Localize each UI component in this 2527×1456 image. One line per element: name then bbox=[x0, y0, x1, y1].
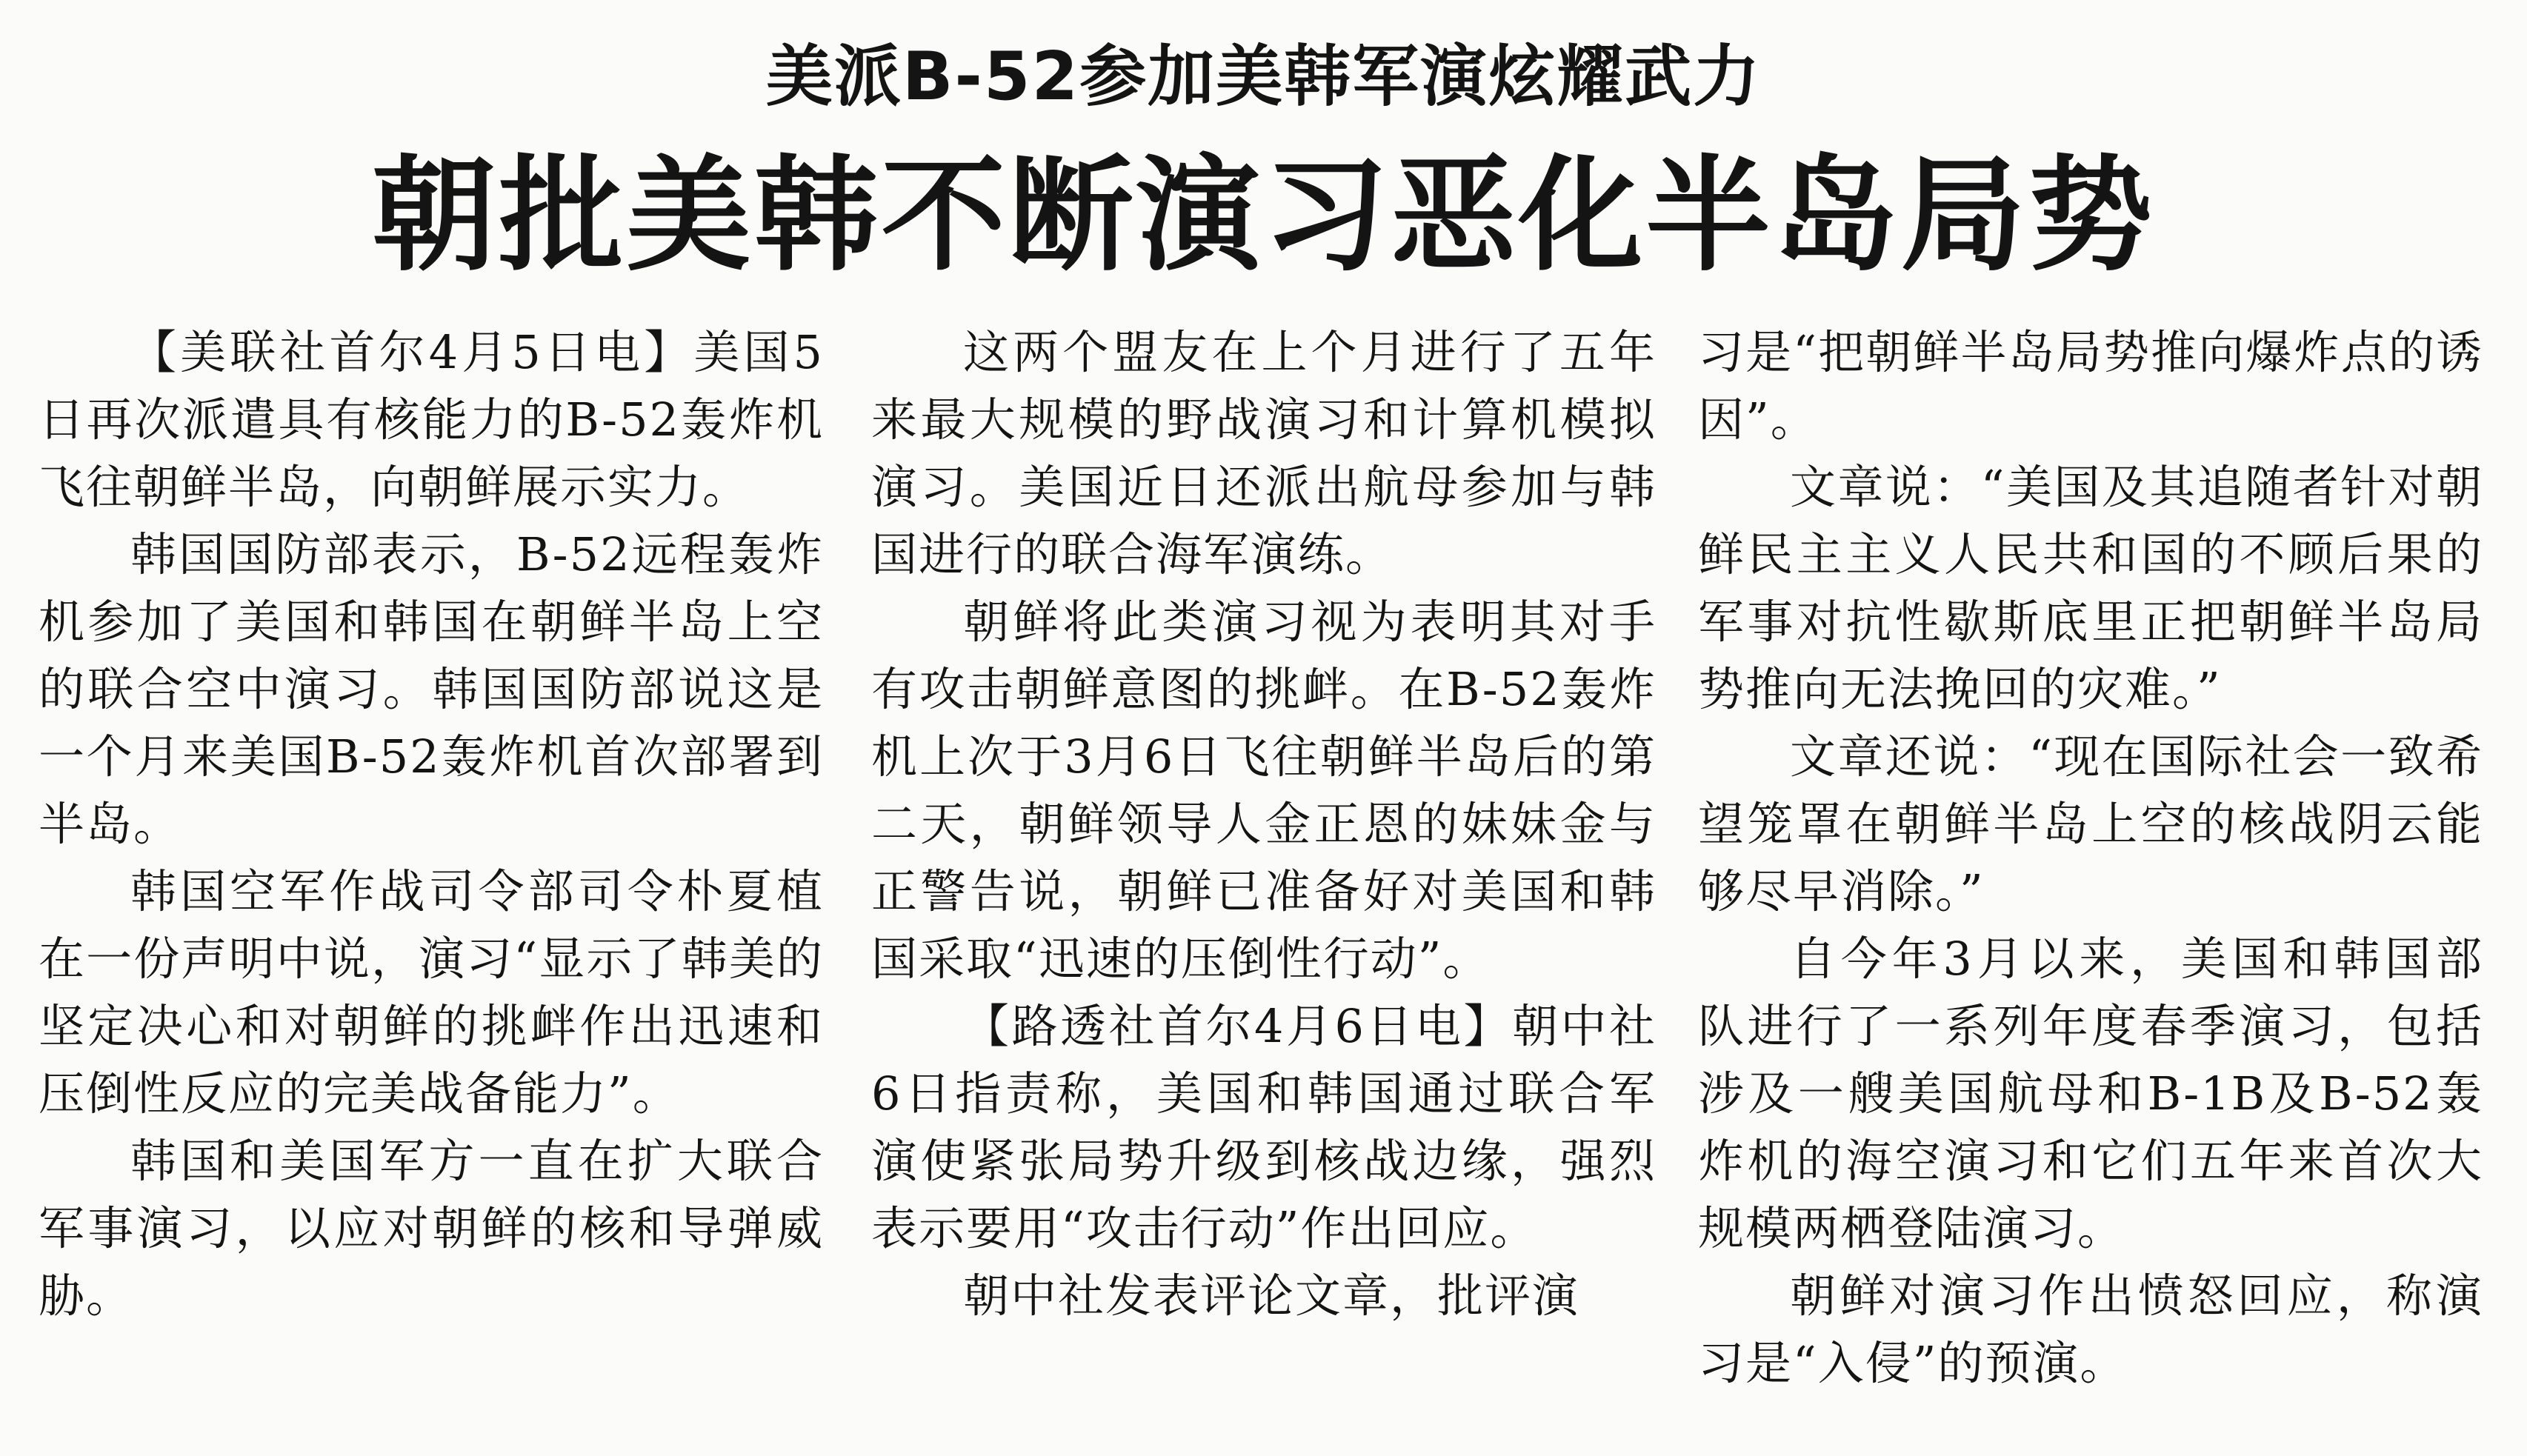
paragraph: 韩国和美国军方一直在扩大联合军事演习，以应对朝鲜的核和导弹威胁。 bbox=[39, 1134, 824, 1323]
article-column-3 bbox=[1698, 318, 2483, 1397]
article-column-2 bbox=[871, 318, 1657, 1329]
paragraph: 习是“把朝鲜半岛局势推向爆炸点的诱因”。 bbox=[1698, 325, 2483, 447]
paragraph: 朝鲜将此类演习视为表明其对手有攻击朝鲜意图的挑衅。在B-52轰炸机上次于3月6日飞往朝鲜半岛后的第二天，朝鲜领导人金正恩的妹妹金与正警告说，朝鲜已准备好对美国和韩国采取“迅速的压倒性行动”。 bbox=[871, 595, 1657, 986]
paragraph: 朝中社发表评论文章，批评演 bbox=[963, 1269, 1580, 1323]
paragraph: 韩国空军作战司令部司令朴夏植在一份声明中说，演习“显示了韩美的坚定决心和对朝鲜的挑衅作出迅速和压倒性反应的完美战备能力”。 bbox=[39, 864, 824, 1121]
paragraph: 朝鲜对演习作出愤怒回应，称演习是“入侵”的预演。 bbox=[1698, 1269, 2483, 1390]
paragraph: 韩国国防部表示，B-52远程轰炸机参加了美国和韩国在朝鲜半岛上空的联合空中演习。韩国国防部说这是一个月来美国B-52轰炸机首次部署到半岛。 bbox=[39, 527, 824, 851]
paragraph: 【美联社首尔4月5日电】美国5日再次派遣具有核能力的B-52轰炸机飞往朝鲜半岛，向朝鲜展示实力。 bbox=[39, 325, 824, 514]
paragraph: 这两个盟友在上个月进行了五年来最大规模的野战演习和计算机模拟演习。美国近日还派出航母参加与韩国进行的联合海军演练。 bbox=[871, 325, 1657, 581]
article-subtitle: 美派B-52参加美韩军演炫耀武力 bbox=[765, 38, 1762, 116]
article-column-1 bbox=[39, 318, 824, 1329]
paragraph: 文章还说：“现在国际社会一致希望笼罩在朝鲜半岛上空的核战阴云能够尽早消除。” bbox=[1698, 729, 2483, 918]
paragraph: 自今年3月以来，美国和韩国部队进行了一系列年度春季演习，包括涉及一艘美国航母和B-1B及B-52轰炸机的海空演习和它们五年来首次大规模两栖登陆演习。 bbox=[1698, 932, 2483, 1255]
paragraph: 文章说：“美国及其追随者针对朝鲜民主主义人民共和国的不顾后果的军事对抗性歇斯底里正把朝鲜半岛局势推向无法挽回的灾难。” bbox=[1698, 460, 2483, 716]
paragraph: 【路透社首尔4月6日电】朝中社6日指责称，美国和韩国通过联合军演使紧张局势升级到核战边缘，强烈表示要用“攻击行动”作出回应。 bbox=[871, 999, 1657, 1255]
article-headline: 朝批美韩不断演习恶化半岛局势 bbox=[371, 143, 2156, 288]
